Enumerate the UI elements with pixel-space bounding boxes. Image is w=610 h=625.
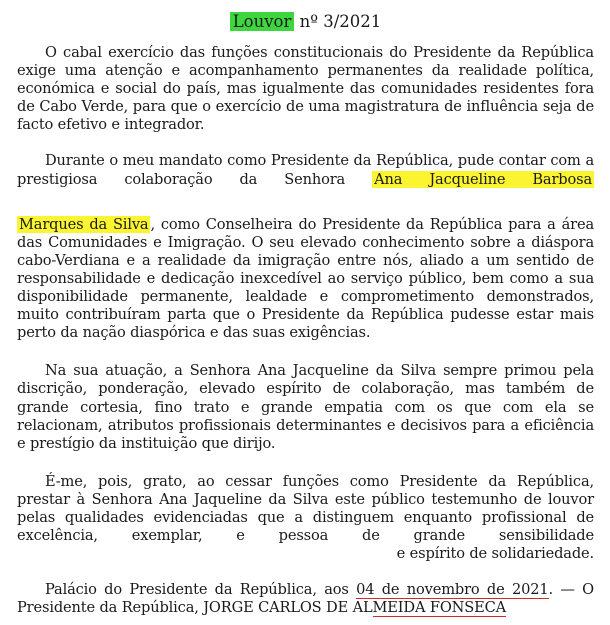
document-title — [17, 12, 594, 32]
signature-place: Palácio do Presidente da República, aos — [45, 581, 357, 599]
highlighted-name-part-2: Marques da Silva — [19, 215, 149, 233]
signatory-name — [203, 599, 506, 617]
paragraph-2-body: , como Conselheira do Presidente da República para a área das Comunidades e Imigração. O seu elevado conhecimento sobre a diáspora cabo-Verdiana e a realidade da imigração entre nós, aliado a um sentido de responsabilidade e dedicação inexcedível ao serviço público, bem como a sua disponibilidade permanente, lealdade e comprometimento demonstrados, muito contribuíram parta que o Presidente da República pudesse estar mais perto da nação diaspórica e das suas exigências. — [17, 215, 595, 342]
paragraph-4-text: É-me, pois, grato, ao cessar funções como Presidente da República, prestar à Senhora Ana Jaqueline da Silva este público testemunho de louvor pelas qualidades evidenciadas que a distinguem enquanto profissional de excelência, exemplar, e pessoa de grande sensibilidade — [17, 472, 594, 545]
paragraph-3-text: Na sua atuação, a Senhora Ana Jacqueline da Silva sempre primou pela discrição, ponderação, elevado espírito de colaboração, mas também de grande cortesia, fino trato e grande empatia com os que com ela se relacionam, atributos profissionais determinantes e decisivos para a eficiência e prestígio da instituição que dirijo. — [17, 362, 594, 452]
signatory-name-part-2: MEIDA FONSECA — [372, 599, 507, 617]
highlighted-name-part-1: Ana Jacqueline Barbosa — [374, 170, 593, 188]
paragraph-4-last-line — [17, 545, 594, 563]
paragraph-gap — [17, 563, 594, 581]
paragraph-2 — [17, 152, 594, 188]
paragraph-2-intro: Durante o meu mandato como Presidente da República, pude contar com a prestigiosa colaboração da Senhora — [17, 152, 594, 188]
signature-title: . — O Presidente da República, — [17, 581, 594, 617]
paragraph-1-text: O cabal exercício das funções constitucionais do Presidente da República exige uma atenção e acompanhamento permanentes da realidade política, económica e social do país, mas igualmente das comunidades residentes fora de Cabo Verde, para que o exercício de uma magistratura de influência seja de facto efetivo e integrador. — [17, 44, 594, 134]
paragraph-gap — [17, 342, 594, 362]
paragraph-4-closing: e espírito de solidariedade. — [396, 545, 594, 563]
paragraph-1 — [17, 44, 594, 134]
signature-date: 04 de novembro de 2021 — [356, 581, 549, 599]
paragraph-gap — [17, 134, 594, 152]
signatory-name-part-1: JORGE CARLOS DE AL — [203, 599, 373, 617]
paragraph-2-continued — [17, 216, 594, 343]
signature-paragraph — [17, 581, 594, 617]
title-number: nº 3/2021 — [299, 12, 382, 31]
document-page — [17, 12, 594, 617]
title-highlight: Louvor — [230, 12, 295, 31]
paragraph-gap — [17, 189, 594, 216]
paragraph-gap — [17, 453, 594, 473]
paragraph-3 — [17, 362, 594, 452]
paragraph-4 — [17, 473, 594, 545]
